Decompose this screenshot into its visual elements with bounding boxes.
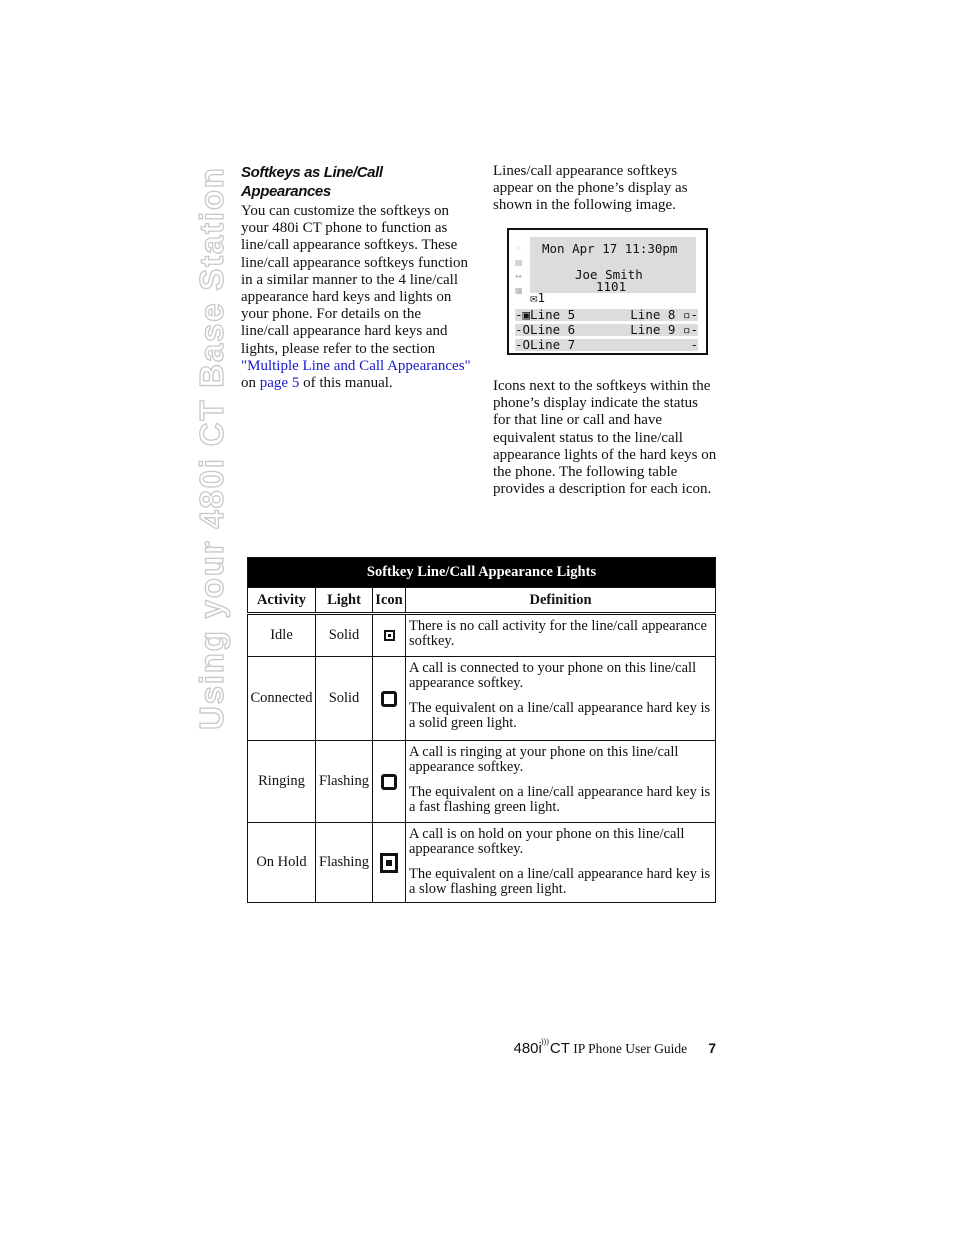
- table-row: [248, 741, 716, 823]
- softkey-line-8: Line 8 ▫-: [630, 307, 698, 322]
- filled-corner-square-icon: [380, 853, 398, 873]
- display-date: Mon Apr 17 11:30pm: [542, 241, 678, 256]
- message-count: 1: [537, 290, 546, 305]
- definition-equivalent: The equivalent on a line/call appearance hard key is a solid green light.: [409, 700, 711, 731]
- definition-text: There is no call activity for the line/call appearance softkey.: [409, 618, 707, 649]
- light-cell: Flashing: [316, 823, 373, 903]
- wireless-signal-icon: ))): [540, 1037, 549, 1046]
- definition-cell: [406, 823, 716, 903]
- display-extension: 1101: [596, 279, 627, 294]
- display-intro-text: Lines/call appearance softkeys appear on the phone’s display as shown in the following image.: [493, 163, 688, 214]
- page-footer: [513, 1037, 717, 1057]
- table-row: [248, 657, 716, 741]
- definition-text: A call is ringing at your phone on this line/call appearance softkey.: [409, 744, 679, 775]
- envelope-icon: ✉: [530, 290, 538, 305]
- icons-description-text: Icons next to the softkeys within the phone’s display indicate the status for that line or call and have equivalent status to the line/call appearance lights of the hard keys on the phone. The following table provides a description for each icon.: [493, 378, 717, 498]
- display-message-count: [530, 290, 545, 305]
- table-row: [248, 614, 716, 657]
- footer-guide-title: IP Phone User Guide: [573, 1041, 688, 1056]
- activity-cell: Idle: [248, 614, 316, 657]
- body-on: on: [241, 375, 260, 392]
- definition-text: A call is on hold on your phone on this line/call appearance softkey.: [409, 826, 685, 857]
- softkey-line-6: -OLine 6: [515, 322, 576, 337]
- display-softkey-row: [515, 339, 698, 351]
- softkey-line-5: -▣Line 5: [515, 307, 576, 322]
- link-page-5[interactable]: page 5: [259, 375, 300, 392]
- display-caller-name: Joe Smith: [575, 267, 643, 282]
- display-softkey-row: [515, 324, 698, 336]
- small-square-icon: [384, 630, 395, 641]
- light-cell: Solid: [316, 657, 373, 741]
- phone-display-image: [507, 228, 708, 355]
- activity-cell: Ringing: [248, 741, 316, 823]
- icon-cell: [373, 823, 406, 903]
- footer-ct: CT: [549, 1040, 570, 1057]
- definition-text: A call is connected to your phone on this line/call appearance softkey.: [409, 660, 697, 691]
- display-side-icons: ⁘ ▤ ↔ ▦: [515, 244, 523, 295]
- hollow-square-icon: [381, 691, 397, 707]
- header-icon: Icon: [373, 588, 406, 614]
- softkey-empty: -: [690, 337, 698, 352]
- softkey-line-7: -OLine 7: [515, 337, 576, 352]
- section-body: [241, 203, 471, 392]
- definition-cell: [406, 657, 716, 741]
- body-text: You can customize the softkeys on your 480i CT phone to function as line/call appearance softkeys. These line/call appearance softkeys function in a similar manner to the 4 line/call appearance hard keys and lights on your phone. For details on the line/call appearance hard keys and lights, please refer to the section: [241, 203, 468, 357]
- definition-cell: [406, 614, 716, 657]
- softkey-lights-table: [247, 557, 716, 903]
- activity-cell: On Hold: [248, 823, 316, 903]
- icon-cell: [373, 741, 406, 823]
- definition-cell: [406, 741, 716, 823]
- link-multiple-line[interactable]: "Multiple Line and Call Appearances": [241, 357, 471, 374]
- hollow-square-icon: [381, 774, 397, 790]
- light-cell: Flashing: [316, 741, 373, 823]
- display-softkey-row: [515, 309, 698, 321]
- light-cell: Solid: [316, 614, 373, 657]
- header-activity: Activity: [248, 588, 316, 614]
- definition-equivalent: The equivalent on a line/call appearance hard key is a fast flashing green light.: [409, 784, 711, 815]
- definition-equivalent: The equivalent on a line/call appearance hard key is a slow flashing green light.: [409, 866, 711, 897]
- table-row: [248, 823, 716, 903]
- body-tail: of this manual.: [299, 375, 393, 392]
- icon-cell: [373, 657, 406, 741]
- table-title: Softkey Line/Call Appearance Lights: [248, 558, 716, 588]
- activity-cell: Connected: [248, 657, 316, 741]
- header-light: Light: [316, 588, 373, 614]
- icon-cell: [373, 614, 406, 657]
- softkey-line-9: Line 9 ▫-: [630, 322, 698, 337]
- page-number: 7: [708, 1041, 716, 1056]
- side-chapter-title: Using your 480i CT Base Station: [193, 166, 230, 730]
- header-definition: Definition: [406, 588, 716, 614]
- section-heading: Softkeys as Line/Call Appearances: [241, 164, 383, 200]
- footer-model: 480i: [513, 1040, 542, 1057]
